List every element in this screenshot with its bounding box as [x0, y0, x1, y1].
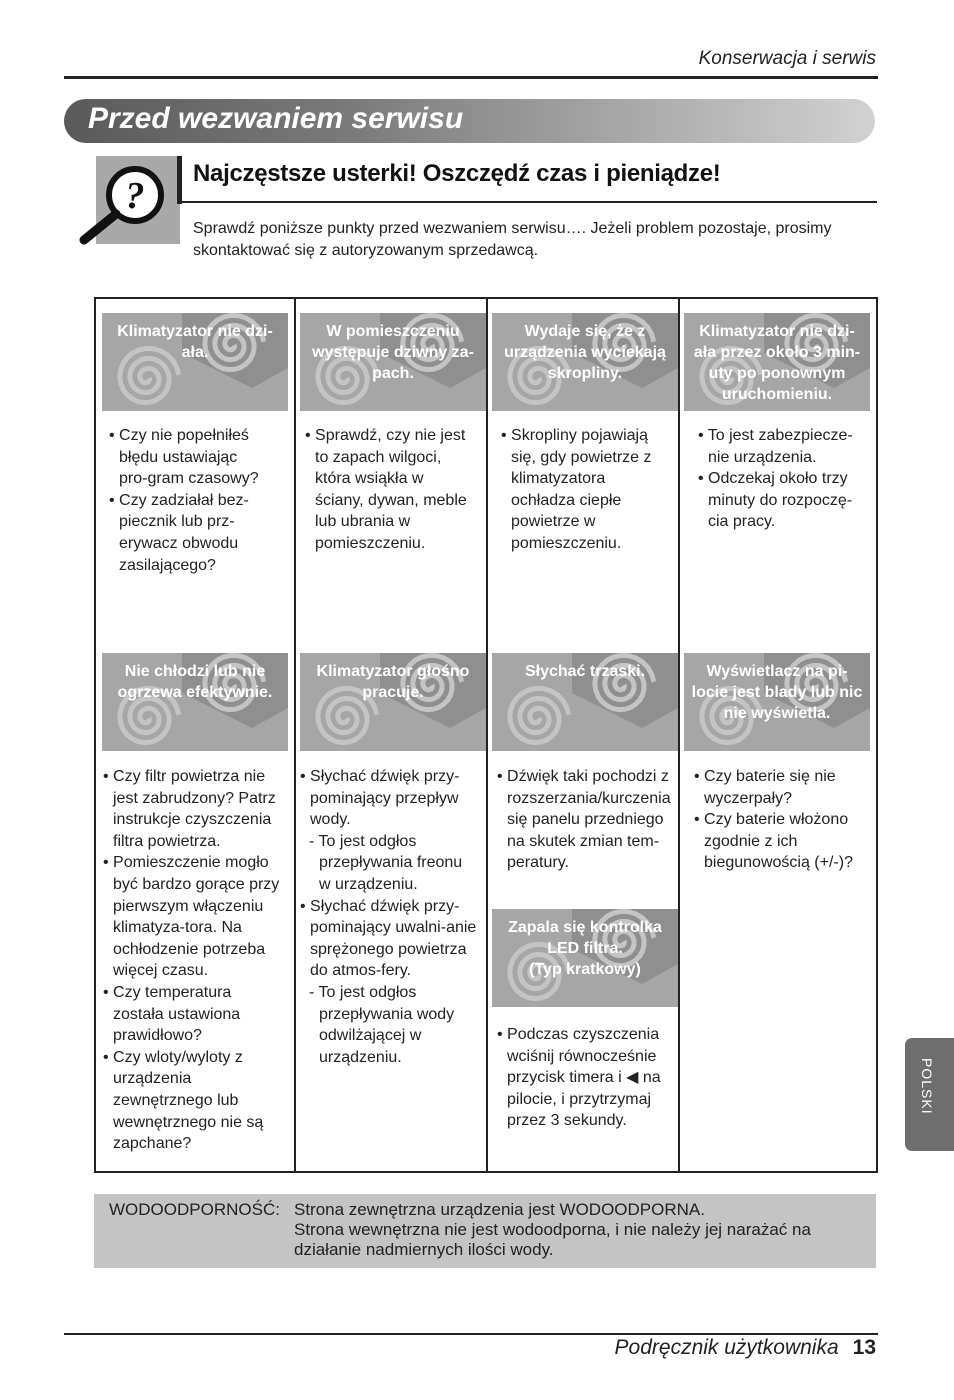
- language-tab: [905, 1038, 954, 1151]
- waterproof-line: Strona zewnętrzna urządzenia jest WODOODPORNA.: [294, 1200, 705, 1219]
- problem-box: [492, 909, 678, 1007]
- watermark-spiral: [510, 688, 569, 742]
- bullet-item: • Skropliny pojawiają się, gdy powietrze z klimatyzatora ochładza ciepłe powietrze w pomieszczeniu.: [501, 427, 652, 552]
- svg-text:?: ?: [125, 175, 145, 217]
- problem-title-line: Zapala się kontrolka LED filtra.: [508, 919, 662, 957]
- bullet-item: • Odczekaj około trzy minuty do rozpoczę-cia pracy.: [698, 470, 853, 531]
- problem-title: [492, 661, 678, 682]
- column-divider: [486, 297, 488, 1173]
- problem-title-line: ała.: [181, 344, 209, 361]
- problem-title-line: ała przez około 3 min-: [693, 344, 861, 361]
- bullet-item: • Podczas czyszczenia wciśnij równocześnie przycisk timera i ◀ na pilocie, i przytrzymaj przez 3 sekundy.: [497, 1026, 661, 1130]
- dash-item: - To jest odgłos przepływania wody odwilżającej w urządzeniu.: [309, 983, 455, 1066]
- problem-solution: [109, 425, 269, 576]
- language-label: POLSKI: [919, 1058, 935, 1115]
- dash-item: - To jest odgłos przepływania freonu w urządzeniu.: [309, 832, 463, 893]
- bullet-item: • Słychać dźwięk przy-pominający przepływ wody.: [300, 768, 460, 829]
- problem-solution: [103, 766, 281, 1155]
- problem-title: [492, 321, 678, 384]
- bullet-item: • Czy nie popełniłeś błędu ustawiając pro-gram czasowy?: [109, 427, 259, 488]
- page-number: 13: [852, 1336, 876, 1359]
- problem-box: [300, 313, 486, 411]
- problem-title: [684, 321, 870, 405]
- bullet-item: • Czy baterie się nie wyczerpały?: [694, 768, 836, 807]
- title-banner: [64, 99, 875, 143]
- footer: [615, 1336, 876, 1360]
- bullet-item: • Słychać dźwięk przy-pominający uwalni-anie sprężonego powietrza do atmos-fery.: [300, 897, 477, 980]
- bullet-item: • Czy temperatura została ustawiona prawidłowo?: [103, 983, 241, 1045]
- subheading-marker: [177, 156, 182, 204]
- bullet-item: • Czy baterie włożono zgodnie z ich biegunowością (+/-)?: [694, 811, 853, 872]
- problem-box: [684, 313, 870, 411]
- problem-title-line: locie jest blady lub nic nie wyświetla.: [691, 684, 863, 722]
- problem-solution: [300, 766, 478, 1068]
- bullet-item: • Dźwięk taki pochodzi z rozszerzania/kurczenia się panelu przedniego na skutek zmian tem-peratury.: [497, 768, 671, 872]
- waterproof-label: WODOODPORNOŚĆ:: [109, 1200, 280, 1219]
- intro-text: Sprawdź poniższe punkty przed wezwaniem serwisu…. Jeżeli problem pozostaje, prosimy skontaktować się z autoryzowanym sprzedawcą.: [193, 220, 832, 259]
- problem-box: [684, 653, 870, 751]
- problem-box: [300, 653, 486, 751]
- problem-solution: [497, 766, 672, 874]
- problem-title-line: uty po ponownym uruchomieniu.: [708, 365, 846, 403]
- problem-title-line: Klimatyzator głośno pracuje.: [316, 663, 470, 701]
- problem-box: [492, 313, 678, 411]
- bullet-item: • Czy filtr powietrza nie jest zabrudzony? Patrz instrukcje czyszczenia filtra powietrza.: [103, 768, 276, 850]
- problem-title-line: Wydaje się, że z urządzenia wyciekają skropliny.: [504, 323, 666, 382]
- bottom-rule: [64, 1333, 878, 1335]
- problem-solution: [497, 1024, 672, 1132]
- subheading-rule: [177, 201, 877, 203]
- bullet-item: • Czy wloty/wyloty z urządzenia zewnętrznego lub wewnętrznego nie są zapchane?: [103, 1048, 264, 1153]
- problem-title: [300, 661, 486, 703]
- waterproof-note: [94, 1194, 876, 1268]
- problem-title: [492, 917, 678, 980]
- problem-title-line: pach.: [372, 365, 414, 382]
- problem-title-line: Nie chłodzi lub nie ogrzewa efektywnie.: [117, 663, 273, 701]
- problem-box: [102, 313, 288, 411]
- column-divider: [678, 297, 680, 1173]
- problem-title: [684, 661, 870, 724]
- subheading: Najczęstsze usterki! Oszczędź czas i pieniądze!: [193, 160, 721, 187]
- problem-title-line: Wyświetlacz na pi-: [706, 663, 848, 680]
- page-title: Przed wezwaniem serwisu: [88, 102, 464, 135]
- problem-box: [492, 653, 678, 751]
- problem-title: [300, 321, 486, 384]
- column-divider: [294, 297, 296, 1173]
- problem-solution: [698, 425, 863, 533]
- bullet-item: • Pomieszczenie mogło być bardzo gorące przy pierwszym włączeniu klimatyza-tora. Na ochłodzenie potrzeba więcej czasu.: [103, 854, 280, 980]
- top-rule: [64, 76, 878, 79]
- problem-title: [102, 661, 288, 703]
- problem-solution: [694, 766, 864, 874]
- problem-box: [102, 653, 288, 751]
- problem-solution: [305, 425, 475, 555]
- problem-title-line: (Typ kratkowy): [529, 961, 641, 978]
- waterproof-text: [294, 1200, 864, 1260]
- waterproof-line: Strona wewnętrzna nie jest wodoodporna, i nie należy jej narażać na działanie nadmiernych ilości wody.: [294, 1220, 811, 1259]
- problem-title-line: Klimatyzator nie dzi-: [699, 323, 855, 340]
- manual-name: Podręcznik użytkownika: [614, 1336, 839, 1359]
- problem-title-line: W pomieszczeniu występuje dziwny za-: [312, 323, 474, 361]
- section-label: Konserwacja i serwis: [698, 48, 876, 69]
- bullet-item: • Czy zadziałał bez-piecznik lub prz-erywacz obwodu zasilającego?: [109, 491, 249, 574]
- problem-title-line: Klimatyzator nie dzi-: [117, 323, 273, 340]
- bullet-item: • To jest zabezpiecze-nie urządzenia.: [698, 427, 853, 466]
- bullet-item: • Sprawdź, czy nie jest to zapach wilgoci, która wsiąkła w ściany, dywan, meble lub ubrania w pomieszczeniu.: [305, 427, 467, 552]
- problem-solution: [501, 425, 661, 555]
- magnifier-question-icon: [78, 154, 182, 246]
- problem-title-line: Słychać trzaski.: [524, 663, 646, 680]
- problem-title: [102, 321, 288, 363]
